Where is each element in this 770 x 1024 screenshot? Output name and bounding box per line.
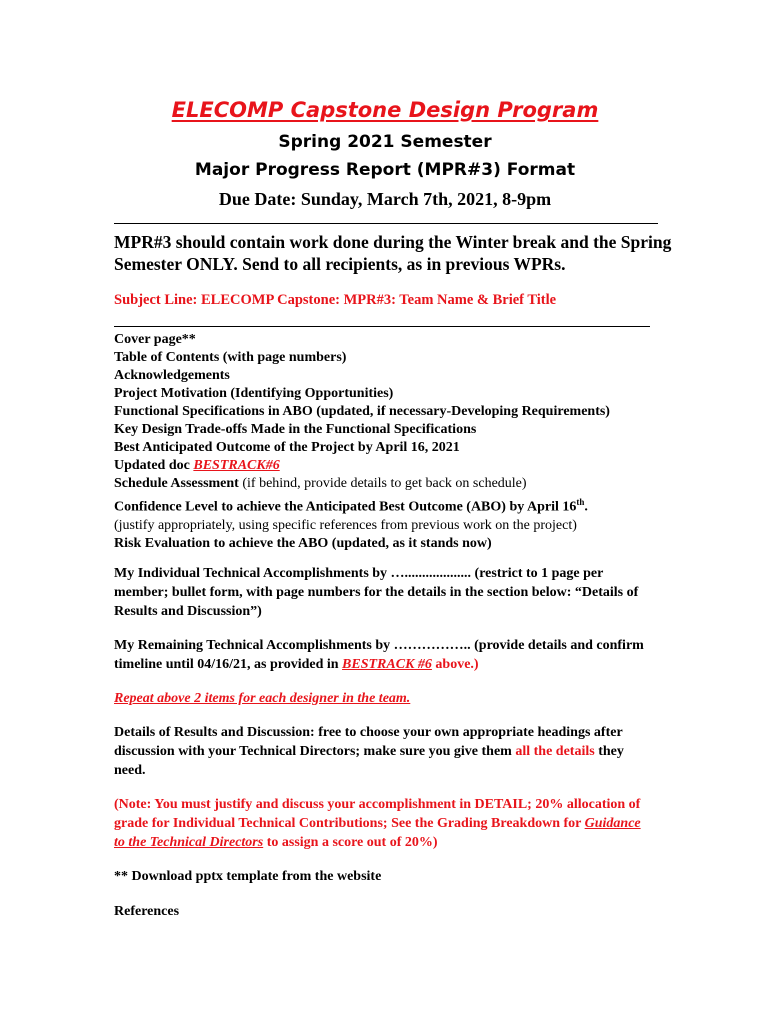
list-item [114,493,610,517]
note-end: to assign a score out of 20%) [263,835,438,850]
schedule-label: Schedule Assessment [114,476,239,491]
program-title: ELECOMP Capstone Design Program [171,98,599,122]
list-item: Best Anticipated Outcome of the Project by April 16, 2021 [114,440,460,455]
remaining-text: My Remaining Technical Accomplishments by …………….. (provide details and confirm timeline until 04/16/21, as provided in [114,638,644,672]
guidance-link[interactable]: Guidance to the Technical Directors [114,816,641,850]
grading-note [114,795,654,852]
confidence-end: . [584,499,588,515]
divider-top [114,223,658,224]
repeat-note: Repeat above 2 items for each designer in the team. [114,691,411,706]
due-date: Due Date: Sunday, March 7th, 2021, 8-9pm [218,189,552,209]
bestrack-link[interactable]: BESTRACK#6 [193,458,280,473]
individual-accomplishments: My Individual Technical Accomplishments by …................... (restrict to 1 page per member; bullet form, with page numbers for the details in the section below: “Details of Results and Discussion”) [114,566,639,619]
list-item: Key Design Trade-offs Made in the Functional Specifications [114,422,477,437]
list-item: Acknowledgements [114,368,230,383]
note-text: (Note: You must justify and discuss your accomplishment in DETAIL; 20% allocation of grade for Individual Technical Contributions; See the Grading Breakdown for [114,797,641,831]
report-sections-list [114,331,610,553]
download-note: ** Download pptx template from the website [114,869,382,884]
references-heading: References [114,904,180,919]
report-format-heading: Major Progress Report (MPR#3) Format [194,160,576,180]
remaining-end: above.) [431,657,479,672]
list-item: Table of Contents (with page numbers) [114,350,347,365]
list-item [114,457,610,475]
list-item: Functional Specifications in ABO (updated, if necessary-Developing Requirements) [114,404,610,419]
remaining-accomplishments [114,636,654,674]
details-text: Details of Results and Discussion: free to choose your own appropriate headings after discussion with your Technical Directors; make sure you give them [114,725,623,759]
details-paragraph [114,723,654,780]
confidence-label: Confidence Level to achieve the Anticipated Best Outcome (ABO) by April 16 [114,499,577,515]
list-item: (justify appropriately, using specific references from previous work on the project) [114,517,577,533]
list-item: Risk Evaluation to achieve the ABO (updated, as it stands now) [114,535,492,551]
list-item [114,475,610,493]
intro-paragraph: MPR#3 should contain work done during the Winter break and the Spring Semester ONLY. Send to all recipients, as in previous WPRs. [114,232,672,274]
schedule-note: (if behind, provide details to get back on schedule) [238,476,527,491]
subject-line: Subject Line: ELECOMP Capstone: MPR#3: Team Name & Brief Title [114,292,557,308]
divider-middle [114,326,650,327]
confidence-sup: th [576,497,585,507]
details-red: all the details [515,744,595,759]
details-end: they need. [114,744,624,778]
semester-heading: Spring 2021 Semester [278,132,492,152]
list-item: Cover page** [114,332,196,347]
list-item: Project Motivation (Identifying Opportunities) [114,386,394,401]
bestrack-link-2[interactable]: BESTRACK #6 [342,657,432,672]
updated-doc-label: Updated doc [114,458,194,473]
